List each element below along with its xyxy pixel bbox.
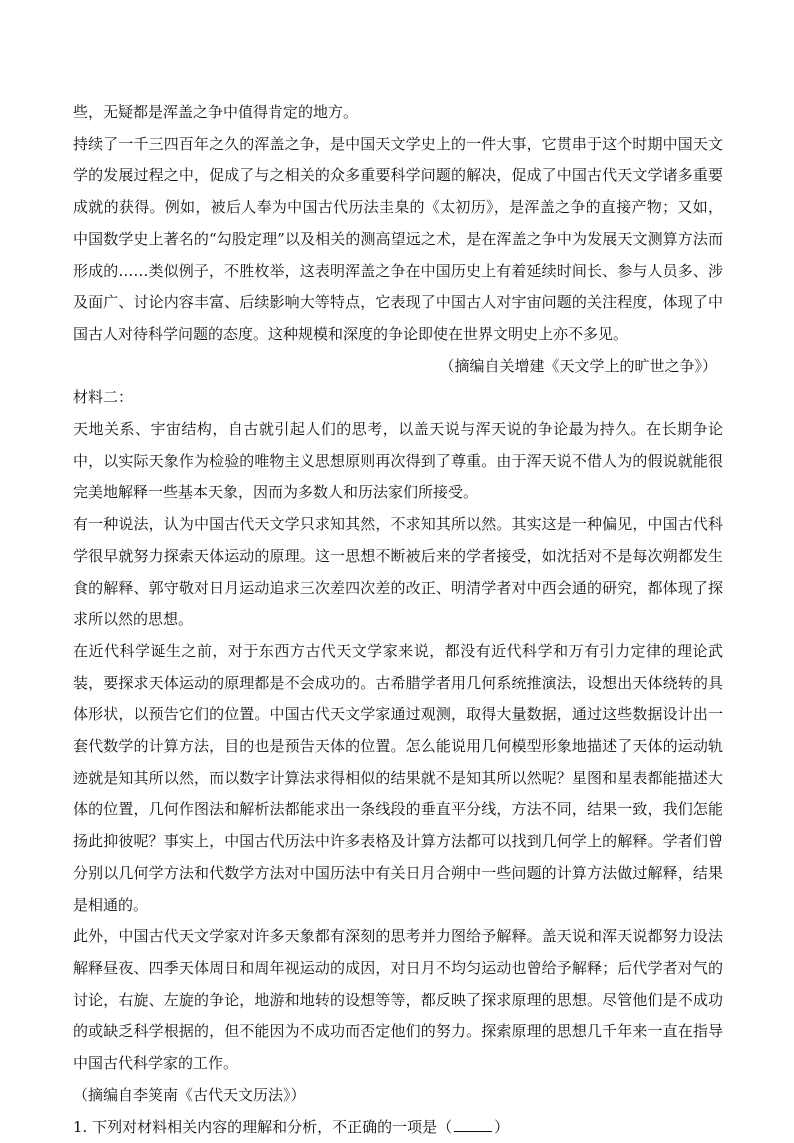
material2-label: 材料二： xyxy=(73,382,723,414)
question-1-text: 1. 下列对材料相关内容的理解和分析，不正确的一项是（ xyxy=(73,1118,452,1136)
material1-paragraph-1: 些，无疑都是浑盖之争中值得肯定的地方。 xyxy=(73,97,723,129)
material2-paragraph-3: 在近代科学诞生之前，对于东西方古代天文学家来说，都没有近代科学和万有引力定律的理论武装，要探求天体运动的原理都是不会成功的。古希腊学者用几何系统推演法，设想出天体绕转的具体形状，以预告它们的位置。中国古代天文学家通过观测，取得大量数据，通过这些数据设计出一套代数学的计算方法，目的也是预告天体的位置。怎么能说用几何模型形象地描述了天体的运动轨迹就是知其所以然，而以数字计算法求得相似的结果就不是知其所以然呢？星图和星表都能描述大体的位置，几何作图法和解析法都能求出一条线段的垂直平分线，方法不同，结果一致，我们怎能扬此抑彼呢？事实上，中国古代历法中许多表格及计算方法都可以找到几何学上的解释。学者们曾分别以几何学方法和代数学方法对中国历法中有关日月合朔中一些问题的计算方法做过解释，结果是相通的。 xyxy=(73,636,723,921)
question-1 xyxy=(73,1112,723,1143)
material2-source: （摘编自李䇲南《古代天文历法》） xyxy=(73,1080,723,1112)
answer-blank[interactable] xyxy=(454,1119,492,1132)
material2-paragraph-4: 此外，中国古代天文学家对许多天象都有深刻的思考并力图给予解释。盖天说和浑天说都努力设法解释昼夜、四季天体周日和周年视运动的成因，对日月不均匀运动也曾给予解释；后代学者对气的讨论，右旋、左旋的争论，地游和地转的设想等等，都反映了探求原理的思想。尽管他们是不成功的或缺乏科学根据的，但不能因为不成功而否定他们的努力。探索原理的思想几千年来一直在指导中国古代科学家的工作。 xyxy=(73,921,723,1080)
question-1-close: ） xyxy=(494,1118,509,1136)
material1-source: （摘编自关增建《天文学上的旷世之争》） xyxy=(73,351,723,383)
material1-paragraph-2: 持续了一千三四百年之久的浑盖之争，是中国天文学史上的一件大事，它贯串于这个时期中国天文学的发展过程之中，促成了与之相关的众多重要科学问题的解决，促成了中国古代天文学诸多重要成就的获得。例如，被后人奉为中国古代历法圭臬的《太初历》，是浑盖之争的直接产物；又如，中国数学史上著名的“勾股定理”以及相关的测高望远之术，是在浑盖之争中为发展天文测算方法而形成的……类似例子，不胜枚举，这表明浑盖之争在中国历史上有着延续时间长、参与人员多、涉及面广、讨论内容丰富、后续影响大等特点，它表现了中国古人对宇宙问题的关注程度，体现了中国古人对待科学问题的态度。这种规模和深度的争论即使在世界文明史上亦不多见。 xyxy=(73,129,723,351)
material2-paragraph-2: 有一种说法，认为中国古代天文学只求知其然，不求知其所以然。其实这是一种偏见，中国古代科学很早就努力探索天体运动的原理。这一思想不断被后来的学者接受，如沈括对不是每次朔都发生食的解释、郭守敬对日月运动追求三次差四次差的改正、明清学者对中西会通的研究，都体现了探求所以然的思想。 xyxy=(73,509,723,636)
document-page xyxy=(73,97,723,1143)
material2-paragraph-1: 天地关系、宇宙结构，自古就引起人们的思考，以盖天说与浑天说的争论最为持久。在长期争论中，以实际天象作为检验的唯物主义思想原则再次得到了尊重。由于浑天说不借人为的假说就能很完美地解释一些基本天象，因而为多数人和历法家们所接受。 xyxy=(73,414,723,509)
